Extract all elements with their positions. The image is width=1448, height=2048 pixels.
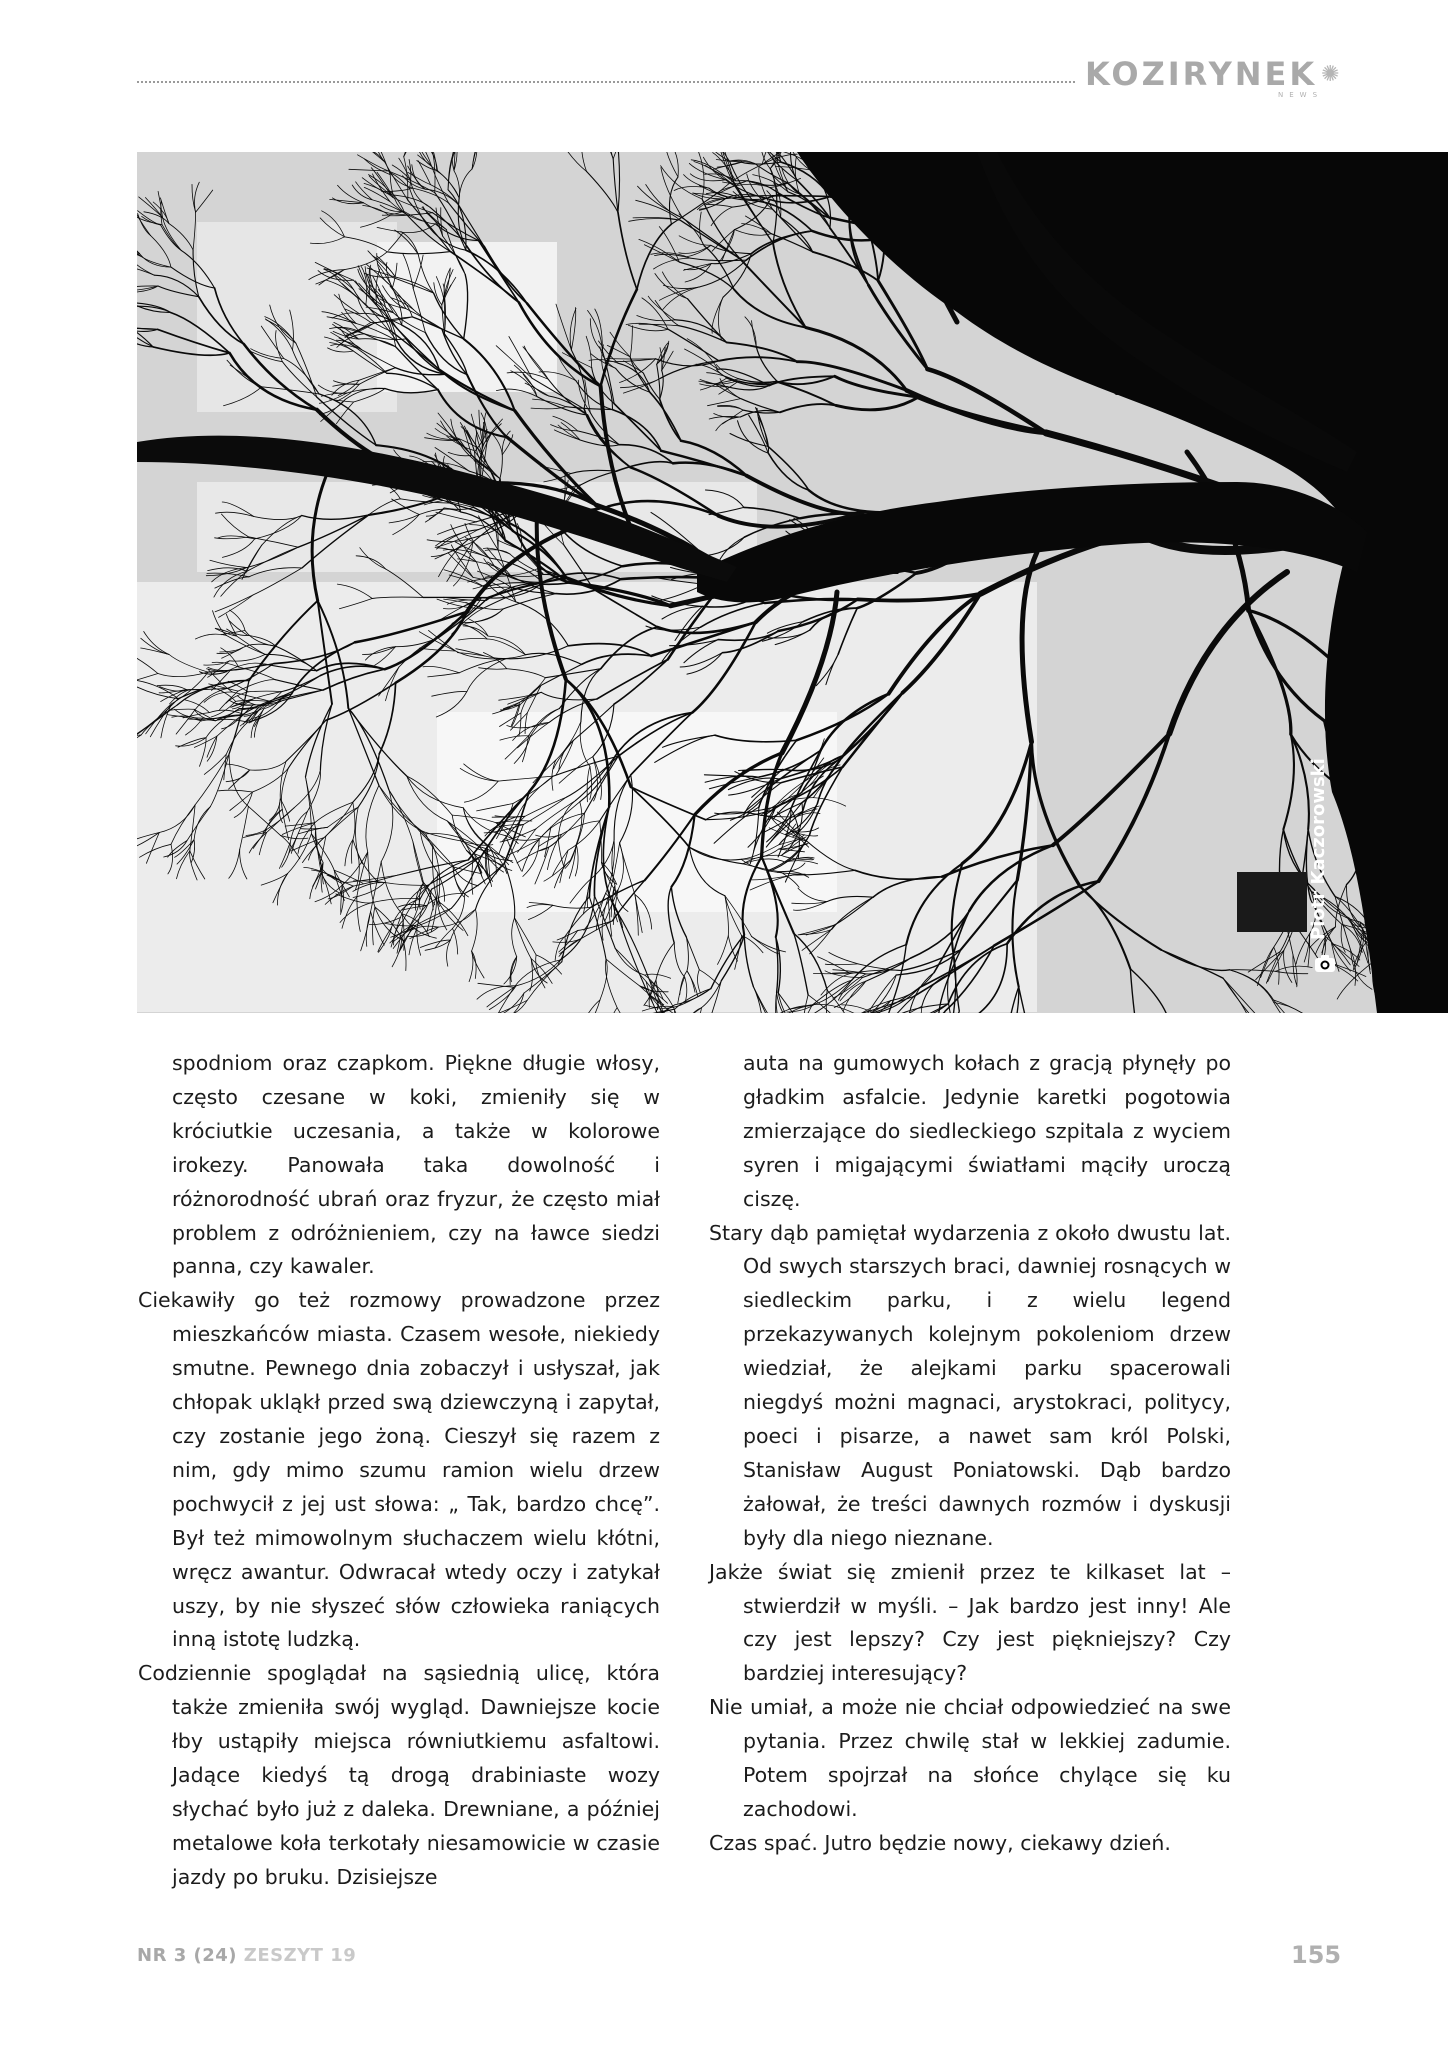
paragraph: spodniom oraz czapkom. Piękne długie włosy, często czesane w koki, zmieniły się w króciutkie uczesania, a także w kolorowe irokezy. Panowała taka dowolność i różnorodność ubrań oraz fryzur, że często miał problem z odróżnieniem, czy na ławce siedzi panna, czy kawaler. [172,1051,660,1279]
magazine-logo [1085,52,1343,96]
header-dotted-rule [137,81,1075,83]
logo-subtitle: NEWS [1278,91,1324,99]
article-right-column [709,1047,1231,1861]
paragraph: Czas spać. Jutro będzie nowy, ciekawy dzień. [709,1830,1171,1855]
paragraph: Ciekawiły go też rozmowy prowadzone przez mieszkańców miasta. Czasem wesołe, niekiedy smutne. Pewnego dnia zobaczył i usłyszał, jak chłopak ukląkł przed swą dziewczyną i zapytał, czy zostanie jego żoną. Cieszył się razem z nim, gdy mimo szumu ramion wielu drzew pochwycił z jej ust słowa: „ Tak, bardzo chcę”. Był też mimowolnym słuchaczem wielu kłótni, wręcz awantur. Odwracał wtedy oczy i zatykał uszy, by nie słyszeć słów człowieka raniących inną istotę ludzką. [138,1288,660,1652]
camera-icon [1313,952,1337,976]
page-number: 155 [1291,1941,1342,1969]
photo-credit: Piotr Kaczorowski [1308,758,1329,940]
paragraph: Stary dąb pamiętał wydarzenia z około dwustu lat. Od swych starszych braci, dawniej rosnących w siedleckim parku, i z wielu legend przekazywanych kolejnym pokoleniom drzew wiedział, że alejkami parku spacerowali niegdyś możni magnaci, arystokraci, politycy, poeci i pisarze, a nawet sam król Polski, Stanisław August Poniatowski. Dąb bardzo żałował, że treści dawnych rozmów i dyskusji były dla niego nieznane. [709,1220,1231,1550]
paragraph: Jakże świat się zmienił przez te kilkaset lat – stwierdził w myśli. – Jak bardzo jest inny! Ale czy jest lepszy? Czy jest piękniejszy? Czy bardziej interesujący? [709,1559,1231,1686]
paragraph: Codziennie spoglądał na sąsiednią ulicę, która także zmieniła swój wygląd. Dawniejsze kocie łby ustąpiły miejsca równiutkiemu asfaltowi. Jadące kiedyś tą drogą drabiniaste wozy słychać było już z daleka. Drewniane, a później metalowe koła terkotały niesamowicie w czasie jazdy po bruku. Dzisiejsze [138,1661,660,1889]
tree-silhouette-image [137,152,1448,1013]
tree-photograph [137,152,1448,1013]
issue-number: NR 3 (24) [137,1945,237,1966]
footer-issue-info [137,1945,356,1966]
paragraph: Nie umiał, a może nie chciał odpowiedzieć na swe pytania. Przez chwilę stał w lekkiej zadumie. Potem spojrzał na słońce chylące się ku zachodowi. [709,1695,1231,1821]
logo-text: KOZIRYNEK [1085,55,1318,93]
article-left-column [138,1047,660,1895]
compass-star-icon: ✺ [1321,61,1343,87]
paragraph: auta na gumowych kołach z gracją płynęły po gładkim asfalcie. Jedynie karetki pogotowia zmierzające do siedleckiego szpitala z wyciem syren i migającymi światłami mąciły uroczą ciszę. [743,1051,1231,1211]
zeszyt-number: ZESZYT 19 [243,1945,357,1966]
